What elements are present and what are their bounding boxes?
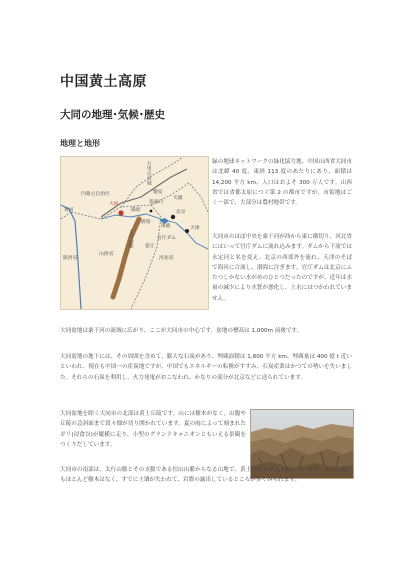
map-drawing <box>61 157 208 309</box>
paragraph-sanggan-river: 大同市のほぼ中央を桑干河が西から東に横切り、河北省にはいって官庁ダムに流れ込みます。ダムから下流では永定河と名を変え、北京の西郊外を流れ、天津のそばで海河に合流し、渤海に注ぎます。官庁ダムは北京にふたつしかない水がめのひとつだったのですが、近年は水量の減少により水質が悪化し、上水にはつかわれていません。 <box>212 234 352 302</box>
paragraph-basin: 大同盆地は桑干河の流域に広がり、ここが大同市の中心です。盆地の標高は 1,000m 前後です。 <box>60 328 303 334</box>
label-zhangjiakou: 張家口 <box>149 200 164 205</box>
paragraph-loess-hills: 大同盆地を除く大同市の北部は黄土丘陵です。山には樹木がなく、山腹や丘陵の急斜面まで段々畑が切り開かれています。夏の雨によって刻まれたガリ(浸食谷)が縦横に走り、小型のグランドキャニオンともいえる景観をつくりだしています。 <box>60 411 246 448</box>
label-yellow-river: 黄河 <box>64 208 74 213</box>
label-tianzhen: 天鎮 <box>173 196 183 201</box>
label-guanting: 官庁ダム <box>157 236 177 241</box>
taihang-mountains <box>113 219 139 297</box>
beijing-city-marker <box>171 215 175 219</box>
label-hebei: 河北省 <box>159 256 174 261</box>
label-shanxi: 山西省 <box>99 252 114 257</box>
site-title: 中国黄土高原 <box>60 74 147 90</box>
label-great-wall: 万里の長城 <box>145 161 151 185</box>
zhangjiakou-marker <box>150 210 153 213</box>
mongolia-border <box>61 157 183 219</box>
label-yu: 蔚県 <box>141 220 151 225</box>
tianjin-city-marker <box>185 229 189 233</box>
paragraph-coal: 大同盆地の地下には、その周囲を含めて、膨大な石炭があり、埋蔵面積は 1,800 平方 km、埋蔵量は 400 億 t 近いといわれ、現在も中国一の産炭地ですが、中国でもエネルギーの転換がすすみ、石炭産業はかつての勢いを失いました。それらの石炭を利用し、火力発電がおこなわれ、かなりの部分が北京などに送られています。 <box>60 354 352 381</box>
label-huaian: 懐安 <box>153 190 163 195</box>
label-shaanxi: 陝西省 <box>63 256 78 261</box>
subsection-title: 地理と地形 <box>60 139 100 148</box>
section-title: 大同の地理･気候･歴史 <box>60 109 165 121</box>
paragraph-taihang-mountains: 大同市の南部は、太行山脈とその支脈である恒山山脈からなる山地で、黄土丘陵とが入り組んでいます。太行山脈にもほとんど樹木はなく、すでに土壌が失われて、岩盤の露出しているところが多くみられます。 <box>60 467 352 484</box>
datong-city-marker <box>118 210 123 215</box>
label-taihang: 太行山脈 <box>127 229 133 249</box>
label-tianjin: 天津 <box>190 226 200 231</box>
paragraph-location: 緑の地球ネットワークの緑化協力地、中国山西省大同市は北緯 40 度、東経 113 度のあたりにあり、面積は 14,200 平方 km、人口はおよそ 300 万人です。山西省では省都太原につぐ第 2 の都市ですが、市街地はごく一部で、大部分は農村地帯です。 <box>212 159 352 207</box>
label-datong: 大同 <box>109 202 119 207</box>
label-lingqiu: 霊丘 <box>145 244 155 249</box>
label-zhuolu: 涿鹿 <box>161 224 171 229</box>
label-beijing: 北京 <box>176 210 186 215</box>
datong-region-map <box>60 156 209 310</box>
label-inner-mongolia: 内蒙古自治区 <box>81 192 110 197</box>
label-yangyuan: 陽原 <box>131 208 141 213</box>
